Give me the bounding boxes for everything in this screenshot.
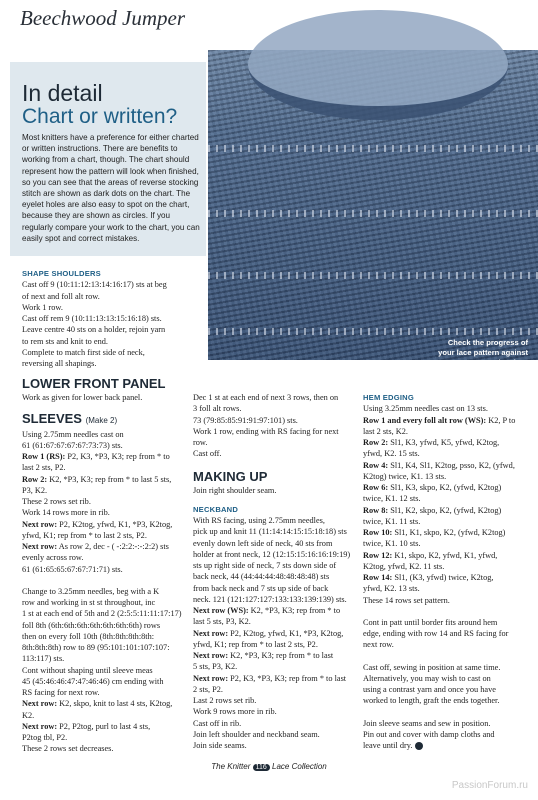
pattern-line: Cont without shaping until sleeve meas [22,665,153,675]
hem-edging-heading: HEM EDGING [363,393,414,402]
pattern-line: Cast off, sewing in position at same time. [363,662,501,672]
pattern-line: twice, K1. 11 sts. [363,516,421,526]
footer-collection: Lace Collection [272,762,327,771]
pattern-line: K2tog, yfwd, K2. 11 sts. [363,561,445,571]
end-mark-icon [415,742,423,750]
pattern-line: 61 (61:65:65:67:67:71:71) sts. [22,564,123,574]
pattern-line: twice, K1. 12 sts. [363,494,421,504]
pattern-line: Next row: As row 2, dec - ( -:2:2:-:-:2:2) sts [22,542,169,551]
pattern-line: 113:117) sts. [22,654,65,664]
pattern-line: foll 8th (6th:6th:6th:6th:6th:6th:6th) rows [22,620,161,630]
lace-row [208,145,538,152]
pattern-line: P2tog tbl, P2. [22,733,68,742]
pattern-line: neck. 121 (121:127:127:133:133:139:139) sts. [193,594,347,604]
lace-row [208,272,538,279]
pattern-line: Row 12: K1, skpo, K2, yfwd, K1, yfwd, [363,550,498,560]
pattern-line: row and working in st st throughout, inc [22,598,156,607]
pattern-line: Next row: P2, K3, *P3, K3; rep from * to last [193,673,347,683]
pattern-line: Row 6: Sl1, K3, skpo, K2, (yfwd, K2tog) [363,483,502,492]
pattern-line: yfwd, K2. 13 sts. [363,584,420,594]
pattern-line: RS facing for next row. [22,688,100,697]
pattern-line: Alternatively, you may wish to cast on [363,673,491,683]
pattern-line: These 2 rows set rib. [22,497,91,506]
pattern-line: Row 10: Sl1, K1, skpo, K2, (yfwd, K2tog) [363,528,506,537]
pattern-line: With RS facing, using 2.75mm needles, [193,516,325,525]
pattern-line: Next row: P2, K2tog, yfwd, K1, *P3, K2tog, [193,628,344,638]
pattern-line: Next row: K2, *P3, K3; rep from * to last [193,651,334,660]
pattern-line: Cast off rem 9 (10:11:13:13:15:16:18) sts. [22,314,162,323]
lace-row [208,328,538,335]
pattern-line: holder at front neck, 12 (12:15:15:16:16:19:19) [193,549,351,559]
pattern-line: reversing all shapings. [22,359,97,368]
pattern-line: Cast off. [193,449,222,459]
detail-body: Most knitters have a preference for either charted or written instructions. There are benefits to working from a chart, though. The chart should represent how the pattern will look when finished, so you can see that the areas of reverse stocking stitch are shown as dark dots on the chart. The eyelet holes are also easy to spot on the chart, because they are shown as circles. If you regularly compare your work to the chart, you can easily spot and correct mistakes. [22,133,200,243]
pattern-line: Cont in patt until border fits around hem [363,617,498,627]
pattern-line: 1 st at each end of 5th and 2 (2:5:5:11:11:17:17) [22,609,182,619]
page-title: Beechwood Jumper [20,6,186,30]
footer-brand: The Knitter [211,762,251,771]
pattern-line: Work 14 rows more in rib. [22,508,110,518]
pattern-line: Complete to match first side of neck, [22,347,145,357]
pattern-line: of next and foll alt row. [22,291,100,301]
pattern-line: Work 1 row. [22,302,63,312]
pattern-line: Dec 1 st at each end of next 3 rows, then on [193,393,339,402]
sleeves-title: SLEEVES [22,410,82,426]
column-2 [193,392,361,751]
pattern-line: then on every foll 10th (8th:8th:8th:8th: [22,631,155,641]
pattern-line: Last 2 rows set rib. [193,696,257,705]
pattern-line: Cast off in rib. [193,718,242,728]
pattern-line: yfwd, K1; rep from * to last 2 sts, P2. [193,639,318,649]
pattern-line: 73 (79:85:85:91:91:97:101) sts. [193,415,298,425]
watermark: PassionForum.ru [451,780,528,791]
pattern-line: 5 sts, P3, K2. [193,662,238,672]
pattern-line: Cast off 9 (10:11:12:13:14:16:17) sts at beg [22,280,167,290]
pattern-line: Pin out and cover with damp cloths and [363,729,495,739]
pattern-line: P3, K2. [22,485,48,495]
pattern-line: yfwd, K1; rep from * to last 2 sts, P2. [22,530,147,540]
detail-subheading: Chart or written? [22,105,178,128]
pattern-line: These 2 rows set decreases. [22,744,114,754]
pattern-line: leave until dry. [363,740,535,751]
pattern-line: Next row: K2, skpo, knit to last 4 sts, K2tog, [22,699,173,709]
detail-heading: In detail [22,80,103,106]
neckband-heading: NECKBAND [193,504,239,514]
in-detail-box [10,62,206,256]
pattern-line: sts up right side of neck, 7 sts down side of [193,561,337,570]
pattern-line: Row 2: Sl1, K3, yfwd, K5, yfwd, K2tog, [363,438,500,447]
pattern-line: last 5 sts, P3, K2. [193,617,251,627]
pattern-line: 8th:8th:8th) row to 89 (95:101:101:107:107: [22,643,170,652]
pattern-line: worked to length, graft the ends together. [363,696,500,706]
pattern-line: Next row (WS): K2, *P3, K3; rep from * to [193,606,341,615]
pattern-line: Work as given for lower back panel. [22,393,143,403]
pattern-line: 61 (61:67:67:67:67:73:73) sts. [22,440,123,450]
making-up-heading: MAKING UP [193,468,268,484]
pattern-line: pick up and knit 11 (11:14:14:15:15:18:18) sts [193,527,347,537]
pattern-line: Row 1 (RS): P2, K3, *P3, K3; rep from * to [22,452,170,461]
pattern-line: 45 (45:46:46:47:47:46:46) cm ending with [22,676,164,686]
pattern-line: Work 1 row, ending with RS facing for next [193,426,339,436]
pattern-line: Join sleeve seams and sew in position. [363,718,491,728]
lower-front-panel-heading: LOWER FRONT PANEL [22,376,166,392]
pattern-line: Row 2: K2, *P3, K3; rep from * to last 5 sts, [22,474,172,484]
pattern-line: evenly across row. [22,553,84,563]
lace-row [208,210,538,217]
pattern-line: Row 8: Sl1, K2, skpo, K2, (yfwd, K2tog) [363,505,502,515]
pattern-line: Using 2.75mm needles cast on [22,429,124,439]
pattern-line: last 2 sts, P2. [22,463,66,473]
column-3 [363,392,535,751]
pattern-line: 3 foll alt rows. [193,404,242,414]
pattern-line: evenly down left side of neck, 40 sts from [193,538,333,548]
pattern-line: K2. [22,710,35,720]
pattern-line: row. [193,438,208,447]
pattern-line: Next row: P2, P2tog, purl to last 4 sts, [22,721,151,731]
pattern-line: Change to 3.25mm needles, beg with a K [22,586,160,596]
pattern-line: Join side seams. [193,741,247,750]
pattern-line: Work 9 rows more in rib. [193,707,277,717]
pattern-line: 2 sts, P2. [193,684,223,694]
pattern-line: back neck, 44 (44:44:44:48:48:48:48) sts [193,572,330,582]
pattern-line: Join right shoulder seam. [193,485,277,495]
pattern-line: yfwd, K2. 15 sts. [363,449,420,459]
sleeves-heading [22,410,208,429]
pattern-line: last 2 sts, K2. [363,426,408,436]
pattern-line: These 14 rows set pattern. [363,595,450,605]
photo-caption: Check the progress of your lace pattern against the chart [438,338,528,367]
pattern-line: Using 3.25mm needles cast on 13 sts. [363,404,488,414]
pattern-line: using a contrast yarn and once you have [363,685,496,694]
pattern-line: Join left shoulder and neckband seam. [193,729,320,739]
pattern-line: Leave centre 40 sts on a holder, rejoin yarn [22,325,166,335]
page-footer [0,762,538,771]
shape-shoulders-heading: SHAPE SHOULDERS [22,269,101,278]
page-number: 116 [253,764,270,771]
collar-shape [248,10,508,120]
pattern-line: Row 14: Sl1, (K3, yfwd) twice, K2tog, [363,573,494,582]
pattern-line: Next row: P2, K2tog, yfwd, K1, *P3, K2tog, [22,519,173,529]
sleeves-note: (Make 2) [85,415,118,425]
jumper-photo [208,50,538,367]
pattern-line: twice, K1. 10 sts. [363,539,421,549]
pattern-line: edge, ending with row 14 and RS facing for [363,629,509,638]
pattern-line: Row 1 and every foll alt row (WS): K2, P to [363,415,516,425]
pattern-line: to rem sts and knit to end. [22,336,108,346]
pattern-line: next row. [363,640,394,650]
pattern-line: Row 4: Sl1, K4, Sl1, K2tog, psso, K2, (yfwd, [363,460,515,470]
pattern-line: from back neck and 7 sts up side of back [193,583,329,593]
column-1 [22,268,208,755]
pattern-line: K2tog) twice, K1. 13 sts. [363,471,447,481]
